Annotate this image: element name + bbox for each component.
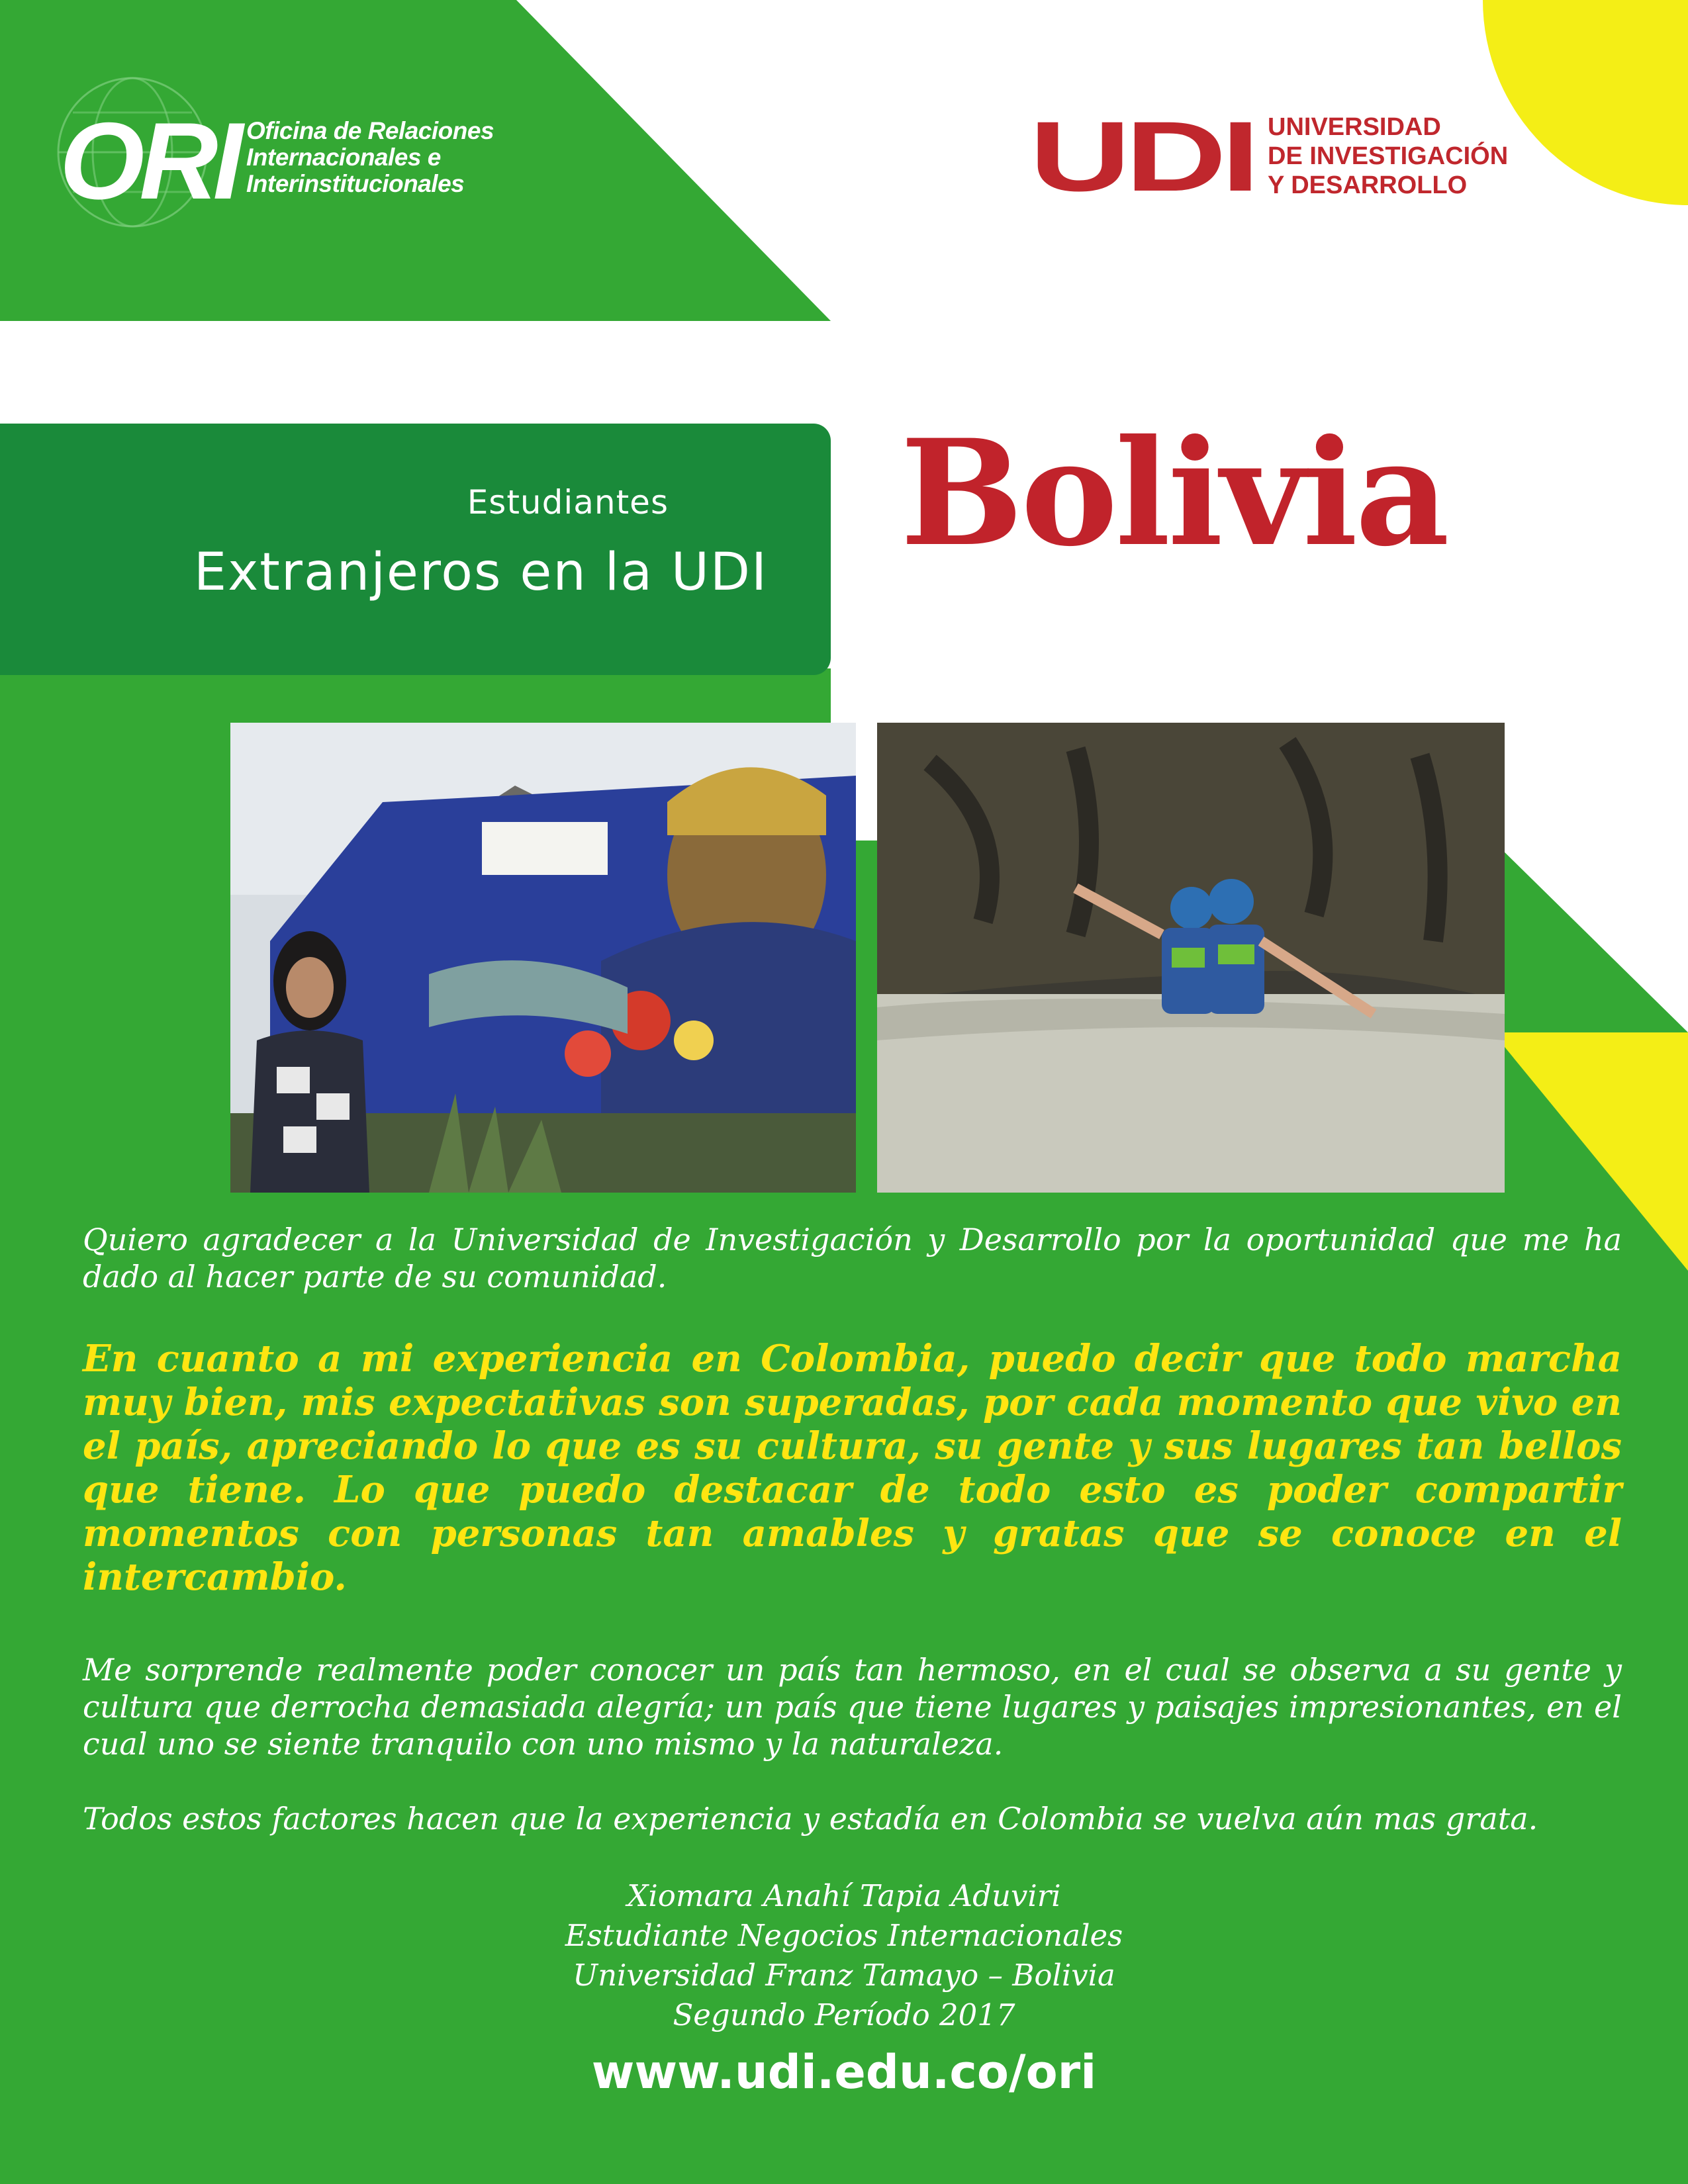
ori-name: [246, 118, 494, 197]
udi-logo-mark: UDI: [1029, 118, 1254, 197]
udi-name-line-2: DE INVESTIGACIÓN: [1268, 142, 1509, 170]
title-small: Estudiantes: [467, 483, 669, 522]
top-right-yellow-circle: [1483, 0, 1688, 205]
udi-name: [1268, 113, 1508, 200]
signature-university: Universidad Franz Tamayo – Bolivia: [573, 1958, 1115, 1993]
signature-period: Segundo Período 2017: [673, 1997, 1015, 2032]
student-mural-photo: [230, 723, 856, 1193]
paragraph-experience: En cuanto a mi experiencia en Colombia, puedo decir que todo marcha muy bien, mis expectativas son superadas, por cada momento que vivo en el país, apreciando lo que es su cultura, su gente y sus lugares tan bellos que tiene. Lo que puedo destacar de todo esto es poder compartir momentos con personas tan amables y gratas que se conoce en el intercambio.: [83, 1337, 1622, 1599]
ori-logo-letters: ORI: [60, 100, 238, 222]
footer-url[interactable]: www.udi.edu.co/ori: [591, 2045, 1097, 2099]
ori-name-line-1: Oficina de Relaciones: [246, 117, 494, 144]
title-big: Extranjeros en la UDI: [193, 543, 768, 602]
paragraph-thanks: Quiero agradecer a la Universidad de Investigación y Desarrollo por la oportunidad que me ha dado al hacer parte de su comunidad.: [83, 1222, 1622, 1295]
paragraph-surprise: Me sorprende realmente poder conocer un país tan hermoso, en el cual se observa a su gente y cultura que derrocha demasiada alegría; un país que tiene lugares y paisajes impresionantes, en el cual uno se siente tranquilo con uno mismo y la naturaleza.: [83, 1652, 1622, 1762]
ori-name-line-2: Internacionales e: [246, 144, 441, 171]
signature-program: Estudiante Negocios Internacionales: [565, 1918, 1123, 1953]
udi-name-line-3: Y DESARROLLO: [1268, 171, 1468, 199]
country-heading: Bolivia: [900, 407, 1447, 578]
udi-logo: [1029, 118, 1268, 197]
udi-name-line-1: UNIVERSIDAD: [1268, 113, 1441, 141]
signature-name: Xiomara Anahí Tapia Aduviri: [627, 1878, 1061, 1913]
ori-name-line-3: Interinstitucionales: [246, 170, 465, 197]
signature-block: [0, 1876, 1688, 2035]
paragraph-conclusion: Todos estos factores hacen que la experiencia y estadía en Colombia se vuelva aún mas grata.: [83, 1801, 1538, 1837]
river-cave-photo: [877, 723, 1505, 1193]
